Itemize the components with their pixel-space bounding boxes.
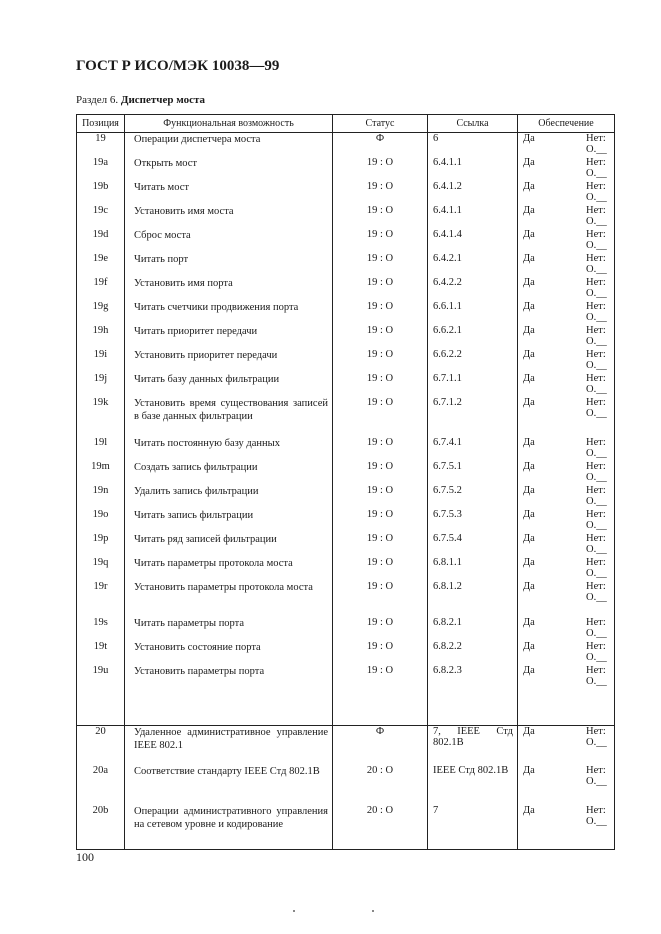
support-cell xyxy=(518,397,615,437)
table-row xyxy=(77,277,615,301)
status-cell: 19 : О xyxy=(333,253,428,277)
col-position: Позиция xyxy=(77,115,125,133)
col-reference: Ссылка xyxy=(428,115,518,133)
support-yes: Да xyxy=(523,580,535,592)
status-cell: 19 : О xyxy=(333,617,428,641)
support-no-group xyxy=(586,373,607,395)
position-cell: 19p xyxy=(77,533,125,557)
support-no-group xyxy=(586,205,607,227)
reference-cell: 6.8.1.2 xyxy=(428,581,518,617)
status-cell: 19 : О xyxy=(333,229,428,253)
table-row xyxy=(77,229,615,253)
capability-cell: Установить состояние порта xyxy=(125,641,333,665)
reference-cell: 6.6.1.1 xyxy=(428,301,518,325)
separator-cell xyxy=(518,705,615,726)
status-cell: 19 : О xyxy=(333,157,428,181)
col-support: Обеспечение xyxy=(518,115,615,133)
support-no: Нет: xyxy=(586,616,606,628)
support-no: Нет: xyxy=(586,460,606,472)
section-heading xyxy=(76,94,205,106)
scan-speck xyxy=(372,910,374,912)
reference-cell: 6.4.1.2 xyxy=(428,181,518,205)
table-row xyxy=(77,617,615,641)
table-row xyxy=(77,557,615,581)
status-cell: 19 : О xyxy=(333,641,428,665)
position-cell: 19e xyxy=(77,253,125,277)
support-no: Нет: xyxy=(586,580,606,592)
support-no: Нет: xyxy=(586,508,606,520)
table-row xyxy=(77,325,615,349)
support-option: О.__ xyxy=(586,359,607,371)
table-row xyxy=(77,397,615,437)
reference-cell: 6.7.5.4 xyxy=(428,533,518,557)
support-no: Нет: xyxy=(586,276,606,288)
reference-cell: IEEE Стд 802.1B xyxy=(428,765,518,805)
reference-cell: 6.8.2.2 xyxy=(428,641,518,665)
support-no: Нет: xyxy=(586,228,606,240)
support-no: Нет: xyxy=(586,805,606,816)
capability-cell: Установить приоритет передачи xyxy=(125,349,333,373)
support-yes: Да xyxy=(523,725,535,737)
support-option: О.__ xyxy=(586,335,607,347)
status-cell: 19 : О xyxy=(333,665,428,705)
support-no-group xyxy=(586,726,607,748)
support-option: О.__ xyxy=(586,287,607,299)
table-body xyxy=(77,133,615,850)
support-option: О.__ xyxy=(586,736,607,748)
capability-cell: Читать параметры порта xyxy=(125,617,333,641)
support-cell xyxy=(518,461,615,485)
position-cell: 19f xyxy=(77,277,125,301)
reference-cell: 7, IEEE Стд 802.1B xyxy=(428,725,518,765)
table-row xyxy=(77,461,615,485)
support-no-group xyxy=(586,641,607,663)
support-option: О.__ xyxy=(586,471,607,483)
status-cell: 19 : О xyxy=(333,557,428,581)
support-no: Нет: xyxy=(586,664,606,676)
support-option: О.__ xyxy=(586,776,607,787)
support-yes: Да xyxy=(523,348,535,360)
support-cell xyxy=(518,533,615,557)
table-row xyxy=(77,641,615,665)
reference-cell: 6.8.2.3 xyxy=(428,665,518,705)
table-header-row xyxy=(77,115,615,133)
support-no-group xyxy=(586,533,607,555)
support-cell xyxy=(518,765,615,805)
table-row xyxy=(77,253,615,277)
capability-cell: Установить имя моста xyxy=(125,205,333,229)
capability-cell: Установить параметры протокола моста xyxy=(125,581,333,617)
support-no: Нет: xyxy=(586,156,606,168)
capability-cell: Установить имя порта xyxy=(125,277,333,301)
support-option: О.__ xyxy=(586,495,607,507)
support-no-group xyxy=(586,157,607,179)
table-row xyxy=(77,805,615,849)
support-no-group xyxy=(586,461,607,483)
status-cell: 19 : О xyxy=(333,461,428,485)
document-title: ГОСТ Р ИСО/МЭК 10038—99 xyxy=(76,58,280,74)
support-cell xyxy=(518,349,615,373)
position-cell: 19i xyxy=(77,349,125,373)
support-no: Нет: xyxy=(586,436,606,448)
scan-speck xyxy=(293,910,295,912)
support-option: О.__ xyxy=(586,144,607,155)
support-yes: Да xyxy=(523,805,535,816)
support-yes: Да xyxy=(523,180,535,192)
status-cell: 19 : О xyxy=(333,509,428,533)
support-option: О.__ xyxy=(586,311,607,323)
support-no: Нет: xyxy=(586,348,606,360)
position-cell: 19t xyxy=(77,641,125,665)
support-no-group xyxy=(586,397,607,419)
table-row xyxy=(77,157,615,181)
capability-cell: Сброс моста xyxy=(125,229,333,253)
table-row xyxy=(77,581,615,617)
support-no: Нет: xyxy=(586,133,606,144)
support-option: О.__ xyxy=(586,675,607,687)
position-cell: 19s xyxy=(77,617,125,641)
capability-cell: Операции административного управления на сетевом уровне и кодирование xyxy=(125,805,333,849)
table-row xyxy=(77,133,615,157)
status-cell: Ф xyxy=(333,725,428,765)
support-cell xyxy=(518,509,615,533)
support-no-group xyxy=(586,765,607,787)
support-yes: Да xyxy=(523,765,535,776)
support-yes: Да xyxy=(523,300,535,312)
support-yes: Да xyxy=(523,372,535,384)
separator-cell xyxy=(77,705,125,726)
reference-cell: 6.4.1.1 xyxy=(428,205,518,229)
support-no-group xyxy=(586,665,607,687)
support-no-group xyxy=(586,805,607,827)
capability-cell: Удалить запись фильтрации xyxy=(125,485,333,509)
position-cell: 20b xyxy=(77,805,125,849)
support-no-group xyxy=(586,437,607,459)
reference-cell: 6.7.1.1 xyxy=(428,373,518,397)
status-cell: 19 : О xyxy=(333,373,428,397)
support-option: О.__ xyxy=(586,591,607,603)
support-yes: Да xyxy=(523,204,535,216)
support-no: Нет: xyxy=(586,640,606,652)
support-cell xyxy=(518,581,615,617)
position-cell: 19l xyxy=(77,437,125,461)
status-cell: 20 : О xyxy=(333,765,428,805)
support-no-group xyxy=(586,509,607,531)
separator-cell xyxy=(333,705,428,726)
reference-cell: 6.7.1.2 xyxy=(428,397,518,437)
support-cell xyxy=(518,181,615,205)
support-yes: Да xyxy=(523,556,535,568)
capability-cell: Установить время существования записей в базе данных фильтрации xyxy=(125,397,333,437)
position-cell: 19b xyxy=(77,181,125,205)
capability-cell: Читать счетчики продвижения порта xyxy=(125,301,333,325)
support-option: О.__ xyxy=(586,567,607,579)
support-cell xyxy=(518,253,615,277)
position-cell: 19n xyxy=(77,485,125,509)
table-row xyxy=(77,665,615,705)
table-row xyxy=(77,205,615,229)
reference-cell: 6.6.2.2 xyxy=(428,349,518,373)
support-option: О.__ xyxy=(586,239,607,251)
status-cell: Ф xyxy=(333,133,428,157)
position-cell: 19d xyxy=(77,229,125,253)
status-cell: 19 : О xyxy=(333,301,428,325)
position-cell: 19q xyxy=(77,557,125,581)
support-no: Нет: xyxy=(586,324,606,336)
table-row xyxy=(77,301,615,325)
support-no: Нет: xyxy=(586,252,606,264)
support-no-group xyxy=(586,557,607,579)
support-option: О.__ xyxy=(586,816,607,827)
separator-cell xyxy=(125,705,333,726)
status-cell: 20 : О xyxy=(333,805,428,849)
support-cell xyxy=(518,557,615,581)
support-option: О.__ xyxy=(586,519,607,531)
support-option: О.__ xyxy=(586,447,607,459)
support-option: О.__ xyxy=(586,215,607,227)
table-row xyxy=(77,373,615,397)
support-no-group xyxy=(586,277,607,299)
support-no-group xyxy=(586,617,607,639)
capability-cell: Читать запись фильтрации xyxy=(125,509,333,533)
reference-cell: 6.8.2.1 xyxy=(428,617,518,641)
status-cell: 19 : О xyxy=(333,181,428,205)
support-option: О.__ xyxy=(586,407,607,419)
status-cell: 19 : О xyxy=(333,533,428,557)
support-no-group xyxy=(586,181,607,203)
capability-cell: Установить параметры порта xyxy=(125,665,333,705)
col-capability: Функциональная возможность xyxy=(125,115,333,133)
position-cell: 19o xyxy=(77,509,125,533)
position-cell: 19c xyxy=(77,205,125,229)
reference-cell: 6.7.4.1 xyxy=(428,437,518,461)
reference-cell: 6.7.5.1 xyxy=(428,461,518,485)
reference-cell: 6.4.2.1 xyxy=(428,253,518,277)
reference-cell: 6.8.1.1 xyxy=(428,557,518,581)
status-cell: 19 : О xyxy=(333,325,428,349)
col-status: Статус xyxy=(333,115,428,133)
position-cell: 19 xyxy=(77,133,125,157)
support-no: Нет: xyxy=(586,484,606,496)
capability-cell: Читать параметры протокола моста xyxy=(125,557,333,581)
support-cell xyxy=(518,277,615,301)
reference-cell: 6.7.5.2 xyxy=(428,485,518,509)
status-cell: 19 : О xyxy=(333,205,428,229)
support-cell xyxy=(518,665,615,705)
position-cell: 19g xyxy=(77,301,125,325)
support-yes: Да xyxy=(523,664,535,676)
support-yes: Да xyxy=(523,324,535,336)
support-no: Нет: xyxy=(586,300,606,312)
support-no-group xyxy=(586,229,607,251)
support-cell xyxy=(518,229,615,253)
support-no-group xyxy=(586,485,607,507)
support-cell xyxy=(518,133,615,157)
support-option: О.__ xyxy=(586,263,607,275)
support-yes: Да xyxy=(523,133,535,144)
support-cell xyxy=(518,641,615,665)
support-no: Нет: xyxy=(586,180,606,192)
capability-cell: Читать порт xyxy=(125,253,333,277)
status-cell: 19 : О xyxy=(333,397,428,437)
support-no-group xyxy=(586,133,607,155)
reference-cell: 6.6.2.1 xyxy=(428,325,518,349)
separator-cell xyxy=(428,705,518,726)
position-cell: 19h xyxy=(77,325,125,349)
table-row xyxy=(77,533,615,557)
status-cell: 19 : О xyxy=(333,349,428,373)
section-prefix: Раздел 6. xyxy=(76,94,119,106)
support-option: О.__ xyxy=(586,167,607,179)
support-cell xyxy=(518,157,615,181)
support-yes: Да xyxy=(523,396,535,408)
support-yes: Да xyxy=(523,508,535,520)
support-cell xyxy=(518,373,615,397)
section-name: Диспетчер моста xyxy=(120,94,206,106)
support-no: Нет: xyxy=(586,725,606,737)
support-yes: Да xyxy=(523,484,535,496)
reference-cell: 6.7.5.3 xyxy=(428,509,518,533)
support-yes: Да xyxy=(523,532,535,544)
support-option: О.__ xyxy=(586,543,607,555)
table-row xyxy=(77,725,615,765)
table-row xyxy=(77,437,615,461)
table-row xyxy=(77,509,615,533)
capability-cell: Создать запись фильтрации xyxy=(125,461,333,485)
capability-cell: Читать базу данных фильтрации xyxy=(125,373,333,397)
support-no: Нет: xyxy=(586,396,606,408)
support-yes: Да xyxy=(523,616,535,628)
page-number: 100 xyxy=(76,850,94,864)
support-no: Нет: xyxy=(586,556,606,568)
position-cell: 19r xyxy=(77,581,125,617)
support-option: О.__ xyxy=(586,191,607,203)
support-no: Нет: xyxy=(586,204,606,216)
reference-cell: 7 xyxy=(428,805,518,849)
support-yes: Да xyxy=(523,276,535,288)
reference-cell: 6 xyxy=(428,133,518,157)
capability-cell: Операции диспетчера моста xyxy=(125,133,333,157)
position-cell: 19m xyxy=(77,461,125,485)
status-cell: 19 : О xyxy=(333,437,428,461)
support-cell xyxy=(518,485,615,509)
support-no-group xyxy=(586,301,607,323)
support-cell xyxy=(518,325,615,349)
support-yes: Да xyxy=(523,228,535,240)
status-cell: 19 : О xyxy=(333,581,428,617)
support-yes: Да xyxy=(523,436,535,448)
support-no-group xyxy=(586,325,607,347)
position-cell: 19k xyxy=(77,397,125,437)
position-cell: 20a xyxy=(77,765,125,805)
support-cell xyxy=(518,437,615,461)
position-cell: 19j xyxy=(77,373,125,397)
capability-cell: Открыть мост xyxy=(125,157,333,181)
position-cell: 19a xyxy=(77,157,125,181)
support-option: О.__ xyxy=(586,383,607,395)
support-yes: Да xyxy=(523,252,535,264)
support-cell xyxy=(518,301,615,325)
support-no: Нет: xyxy=(586,532,606,544)
conformance-table xyxy=(76,114,615,850)
table-row xyxy=(77,765,615,805)
table-row xyxy=(77,349,615,373)
reference-cell: 6.4.1.1 xyxy=(428,157,518,181)
support-option: О.__ xyxy=(586,627,607,639)
position-cell: 20 xyxy=(77,725,125,765)
support-yes: Да xyxy=(523,460,535,472)
support-no-group xyxy=(586,253,607,275)
support-cell xyxy=(518,725,615,765)
support-yes: Да xyxy=(523,156,535,168)
support-option: О.__ xyxy=(586,651,607,663)
capability-cell: Соответствие стандарту IEEE Стд 802.1B xyxy=(125,765,333,805)
support-cell xyxy=(518,805,615,849)
reference-cell: 6.4.1.4 xyxy=(428,229,518,253)
capability-cell: Читать ряд записей фильтрации xyxy=(125,533,333,557)
section-separator xyxy=(77,705,615,726)
support-yes: Да xyxy=(523,640,535,652)
support-cell xyxy=(518,617,615,641)
capability-cell: Читать приоритет передачи xyxy=(125,325,333,349)
support-no: Нет: xyxy=(586,765,606,776)
capability-cell: Удаленное административное управление IEEE 802.1 xyxy=(125,725,333,765)
table-row xyxy=(77,485,615,509)
status-cell: 19 : О xyxy=(333,277,428,301)
support-cell xyxy=(518,205,615,229)
table-row xyxy=(77,181,615,205)
position-cell: 19u xyxy=(77,665,125,705)
status-cell: 19 : О xyxy=(333,485,428,509)
support-no-group xyxy=(586,349,607,371)
capability-cell: Читать постоянную базу данных xyxy=(125,437,333,461)
capability-cell: Читать мост xyxy=(125,181,333,205)
reference-cell: 6.4.2.2 xyxy=(428,277,518,301)
support-no-group xyxy=(586,581,607,603)
support-no: Нет: xyxy=(586,372,606,384)
